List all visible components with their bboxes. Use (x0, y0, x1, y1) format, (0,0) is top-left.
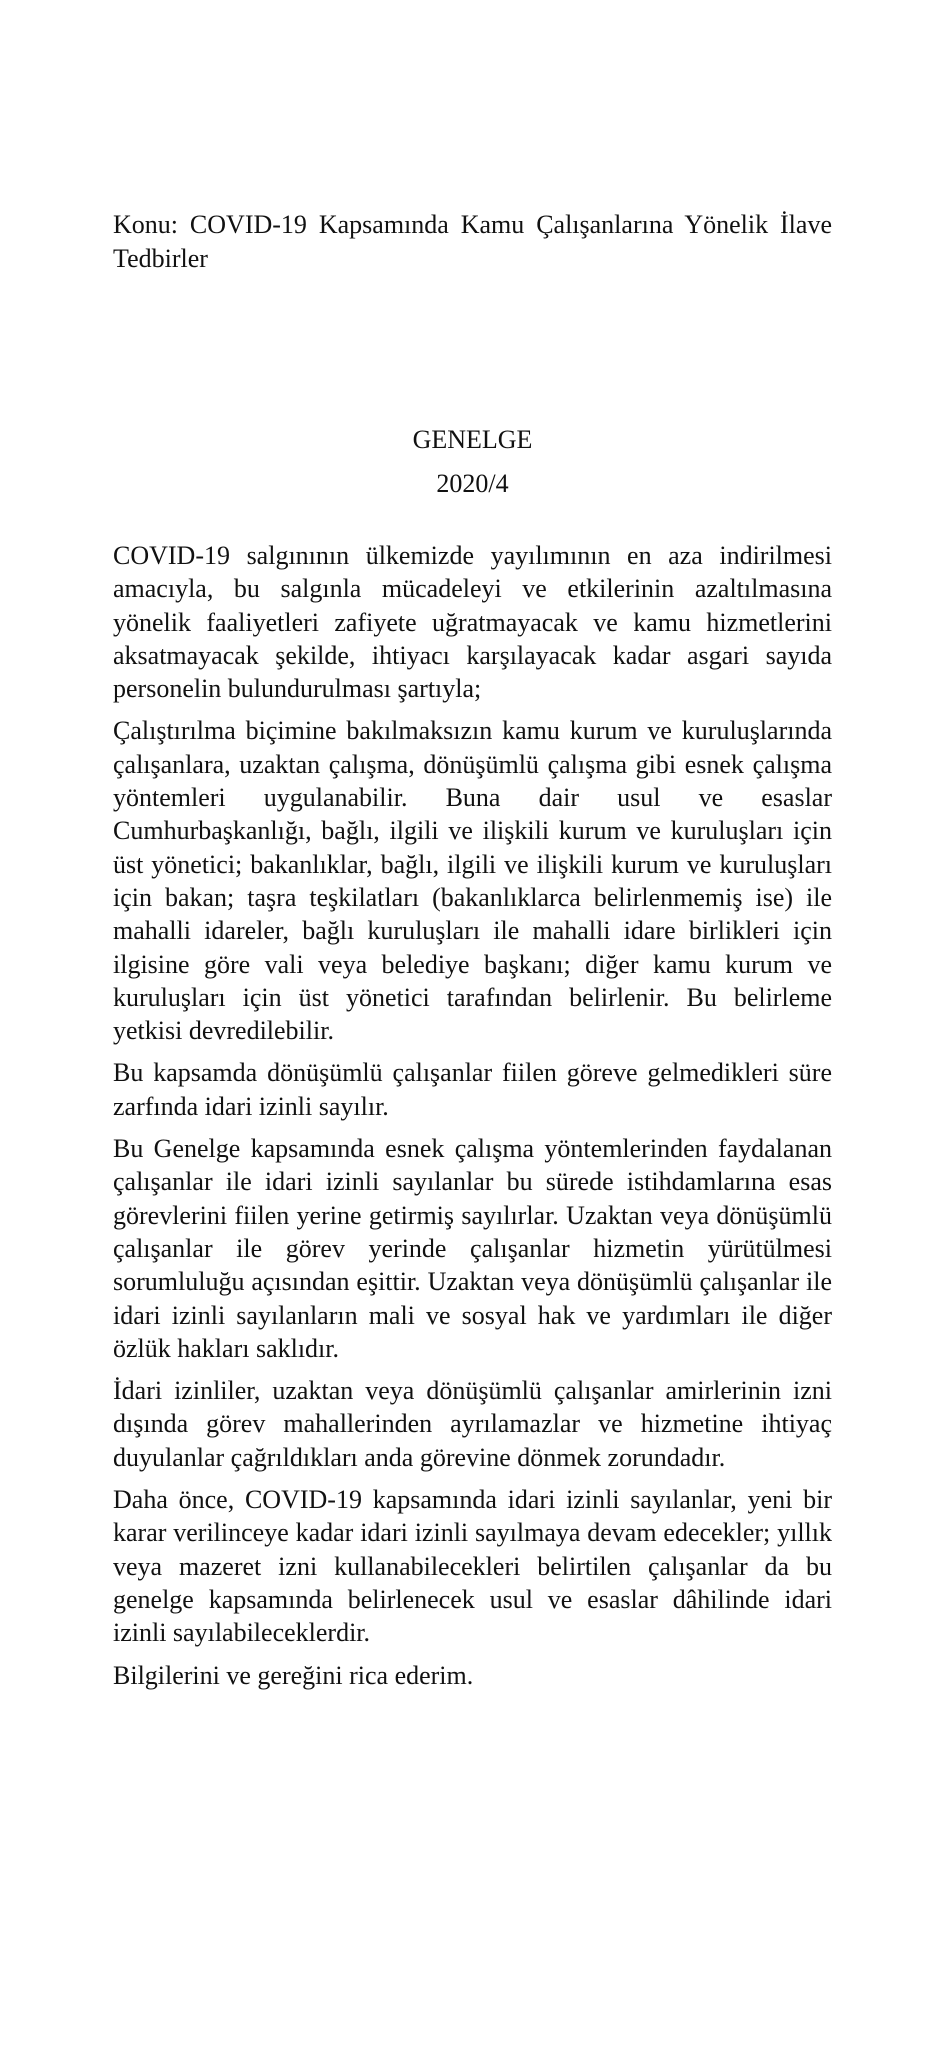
document-body (113, 539, 832, 1692)
subject-line: Konu: COVID-19 Kapsamında Kamu Çalışanlarına Yönelik İlave Tedbirler (113, 210, 832, 273)
paragraph: İdari izinliler, uzaktan veya dönüşümlü çalışanlar amirlerinin izni dışında görev mahallerinden ayrılamazlar ve hizmetine ihtiyaç duyulanlar çağrıldıkları anda görevine dönmek zorundadır. (113, 1376, 832, 1472)
paragraph: Bu Genelge kapsamında esnek çalışma yöntemlerinden faydalanan çalışanlar ile idari izinli sayılanlar bu sürede istihdamlarına esas görevlerini fiilen yerine getirmiş sayılırlar. Uzaktan veya dönüşümlü çalışanlar ile görev yerinde çalışanlar hizmetin yürütülmesi sorumluluğu açısından eşittir. Uzaktan veya dönüşümlü çalışanlar ile idari izinli sayılanların mali ve sosyal hak ve yardımları ile diğer özlük hakları saklıdır. (113, 1134, 832, 1363)
document-heading (113, 418, 832, 506)
closing-line: Bilgilerini ve gereğini rica ederim. (113, 1660, 474, 1690)
paragraph: Daha önce, COVID-19 kapsamında idari izinli sayılanlar, yeni bir karar verilinceye kadar idari izinli sayılmaya devam edecekler; yıllık veya mazeret izni kullanabilecekleri belirtilen çalışanlar da bu genelge kapsamında belirlenecek usul ve esaslar dâhilinde idari izinli sayılabileceklerdir. (113, 1485, 832, 1648)
paragraph: Çalıştırılma biçimine bakılmaksızın kamu kurum ve kuruluşlarında çalışanlara, uzaktan çalışma, dönüşümlü çalışma gibi esnek çalışma yöntemleri uygulanabilir. Buna dair usul ve esaslar Cumhurbaşkanlığı, bağlı, ilgili ve ilişkili kurum ve kuruluşları için üst yönetici; bakanlıklar, bağlı, ilgili ve ilişkili kurum ve kuruluşları için bakan; taşra teşkilatları (bakanlıklarca belirlenmemiş ise) ile mahalli idareler, bağlı kuruluşları ile mahalli idare birlikleri için ilgisine göre vali veya belediye başkanı; diğer kamu kurum ve kuruluşları için üst yönetici tarafından belirlenir. Bu belirleme yetkisi devredilebilir. (113, 716, 832, 1046)
document-number: 2020/4 (436, 469, 509, 498)
paragraph: COVID-19 salgınının ülkemizde yayılımının en aza indirilmesi amacıyla, bu salgınla mücadeleyi ve etkilerinin azaltılmasına yönelik faaliyetleri zafiyete uğratmayacak ve kamu hizmetlerini aksatmayacak şekilde, ihtiyacı karşılayacak kadar asgari sayıda personelin bulundurulması şartıyla; (113, 541, 832, 704)
paragraph: Bu kapsamda dönüşümlü çalışanlar fiilen göreve gelmedikleri süre zarfında idari izinli sayılır. (113, 1058, 832, 1121)
document-page (113, 208, 832, 1701)
document-title: GENELGE (412, 425, 533, 454)
